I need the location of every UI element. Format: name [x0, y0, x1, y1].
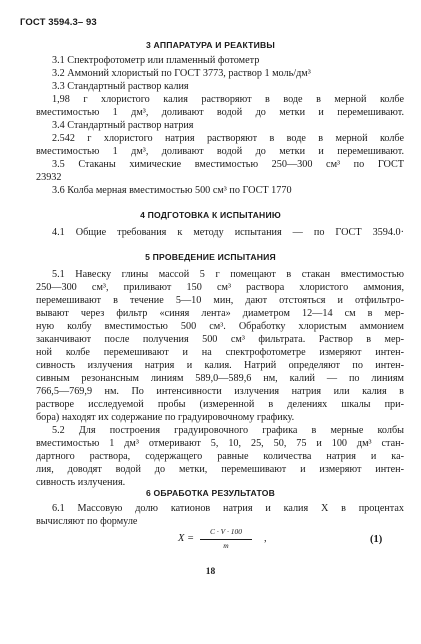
formula [178, 527, 298, 553]
paragraph-line: 5.2 Для построения градуировочного графика в мерные колбы [52, 425, 404, 436]
paragraph-line: сивность излучения натрия и калия. Натрий определяют по интен- [36, 360, 404, 371]
paragraph-line: перемешивают в течение 5—10 мин, дают отстояться и отфильтро- [36, 295, 404, 306]
page-number: 18 [205, 567, 216, 577]
paragraph-line: 6.1 Массовую долю катионов натрия и калия X в процентах [52, 503, 404, 514]
paragraph-line: ной колбе перемешивают и на спектрофотометре измеряют интен- [36, 347, 404, 358]
paragraph-line: сивным резонансным линиям 589,0—589,6 нм, калий — по линиям [36, 373, 404, 384]
equation-number: (1) [370, 534, 383, 545]
paragraph-line: ную колбу вместимостью 500 см³. Обработку хлористым аммонием [36, 321, 404, 332]
paragraph-line: сивность излучения. [36, 477, 126, 488]
section-3-title: 3 АППАРАТУРА И РЕАКТИВЫ [145, 40, 276, 50]
paragraph-line: 3.5 Стаканы химические вместимостью 250—300 см³ по ГОСТ [52, 159, 404, 170]
paragraph-line: заканчивают после получения 500 см³ фильтрата. Раствор в мер- [36, 334, 404, 345]
paragraph-line: вычисляют по формуле [36, 516, 138, 527]
formula-lhs: X = [178, 533, 195, 544]
paragraph-line: 1,98 г хлористого калия растворяют в воде в мерной колбе [52, 94, 404, 105]
paragraph-line: 4.1 Общие требования к методу испытания — по ГОСТ 3594.0· [52, 227, 404, 238]
paragraph-line: растворе исследуемой пробы (измеренной в делениях шкалы при- [36, 399, 404, 410]
paragraph-line: вместимостью 1 дм³ отмеривают 5, 10, 25, 50, 75 и 100 дм³ стан- [36, 438, 404, 449]
paragraph-line: дартного раствора, содержащего равные количества натрия и ка- [36, 451, 404, 462]
paragraph-line: вместимостью 1 дм³, доливают водой до метки и перемешивают. [36, 146, 404, 157]
paragraph-line: 3.6 Колба мерная вместимостью 500 см³ по ГОСТ 1770 [52, 185, 292, 196]
formula-denominator: m [223, 541, 229, 550]
section-4-title: 4 ПОДГОТОВКА К ИСПЫТАНИЮ [140, 210, 281, 220]
paragraph-line: вывают через фильтр «синяя лента» диаметром 12—14 см в мер- [36, 308, 404, 319]
paragraph-line: бора) находят их содержание по градуировочному графику. [36, 412, 295, 423]
paragraph-line: 3.3 Стандартный раствор калия [52, 81, 189, 92]
paragraph-line: 2.542 г хлористого натрия растворяют в воде в мерной колбе [52, 133, 404, 144]
paragraph-line: 23932 [36, 172, 62, 183]
paragraph-line: 5.1 Навеску глины массой 5 г помещают в стакан вместимостью [52, 269, 404, 280]
paragraph-line: лия, доводят водой до метки, перемешивают и измеряют интен- [36, 464, 404, 475]
paragraph-line: 250—300 см³, приливают 150 см³ раствора хлористого аммония, [36, 282, 404, 293]
fraction-bar [200, 539, 252, 540]
running-header: ГОСТ 3594.3– 93 [20, 17, 97, 28]
section-5-title: 5 ПРОВЕДЕНИЕ ИСПЫТАНИЯ [145, 252, 276, 262]
section-6-title: 6 ОБРАБОТКА РЕЗУЛЬТАТОВ [145, 488, 276, 498]
paragraph-line: 766,5—769,9 нм. По интенсивности излучения натрия или калия в [36, 386, 404, 397]
paragraph-line: 3.4 Стандартный раствор натрия [52, 120, 194, 131]
formula-comma: , [264, 533, 267, 544]
paragraph-line: вместимостью 1 дм³, доливают водой до метки и перемешивают. [36, 107, 404, 118]
paragraph-line: 3.1 Спектрофотометр или пламенный фотометр [52, 55, 260, 66]
paragraph-line: 3.2 Аммоний хлористый по ГОСТ 3773, раствор 1 моль/дм³ [52, 68, 311, 79]
formula-numerator: C · V · 100 [210, 527, 242, 536]
